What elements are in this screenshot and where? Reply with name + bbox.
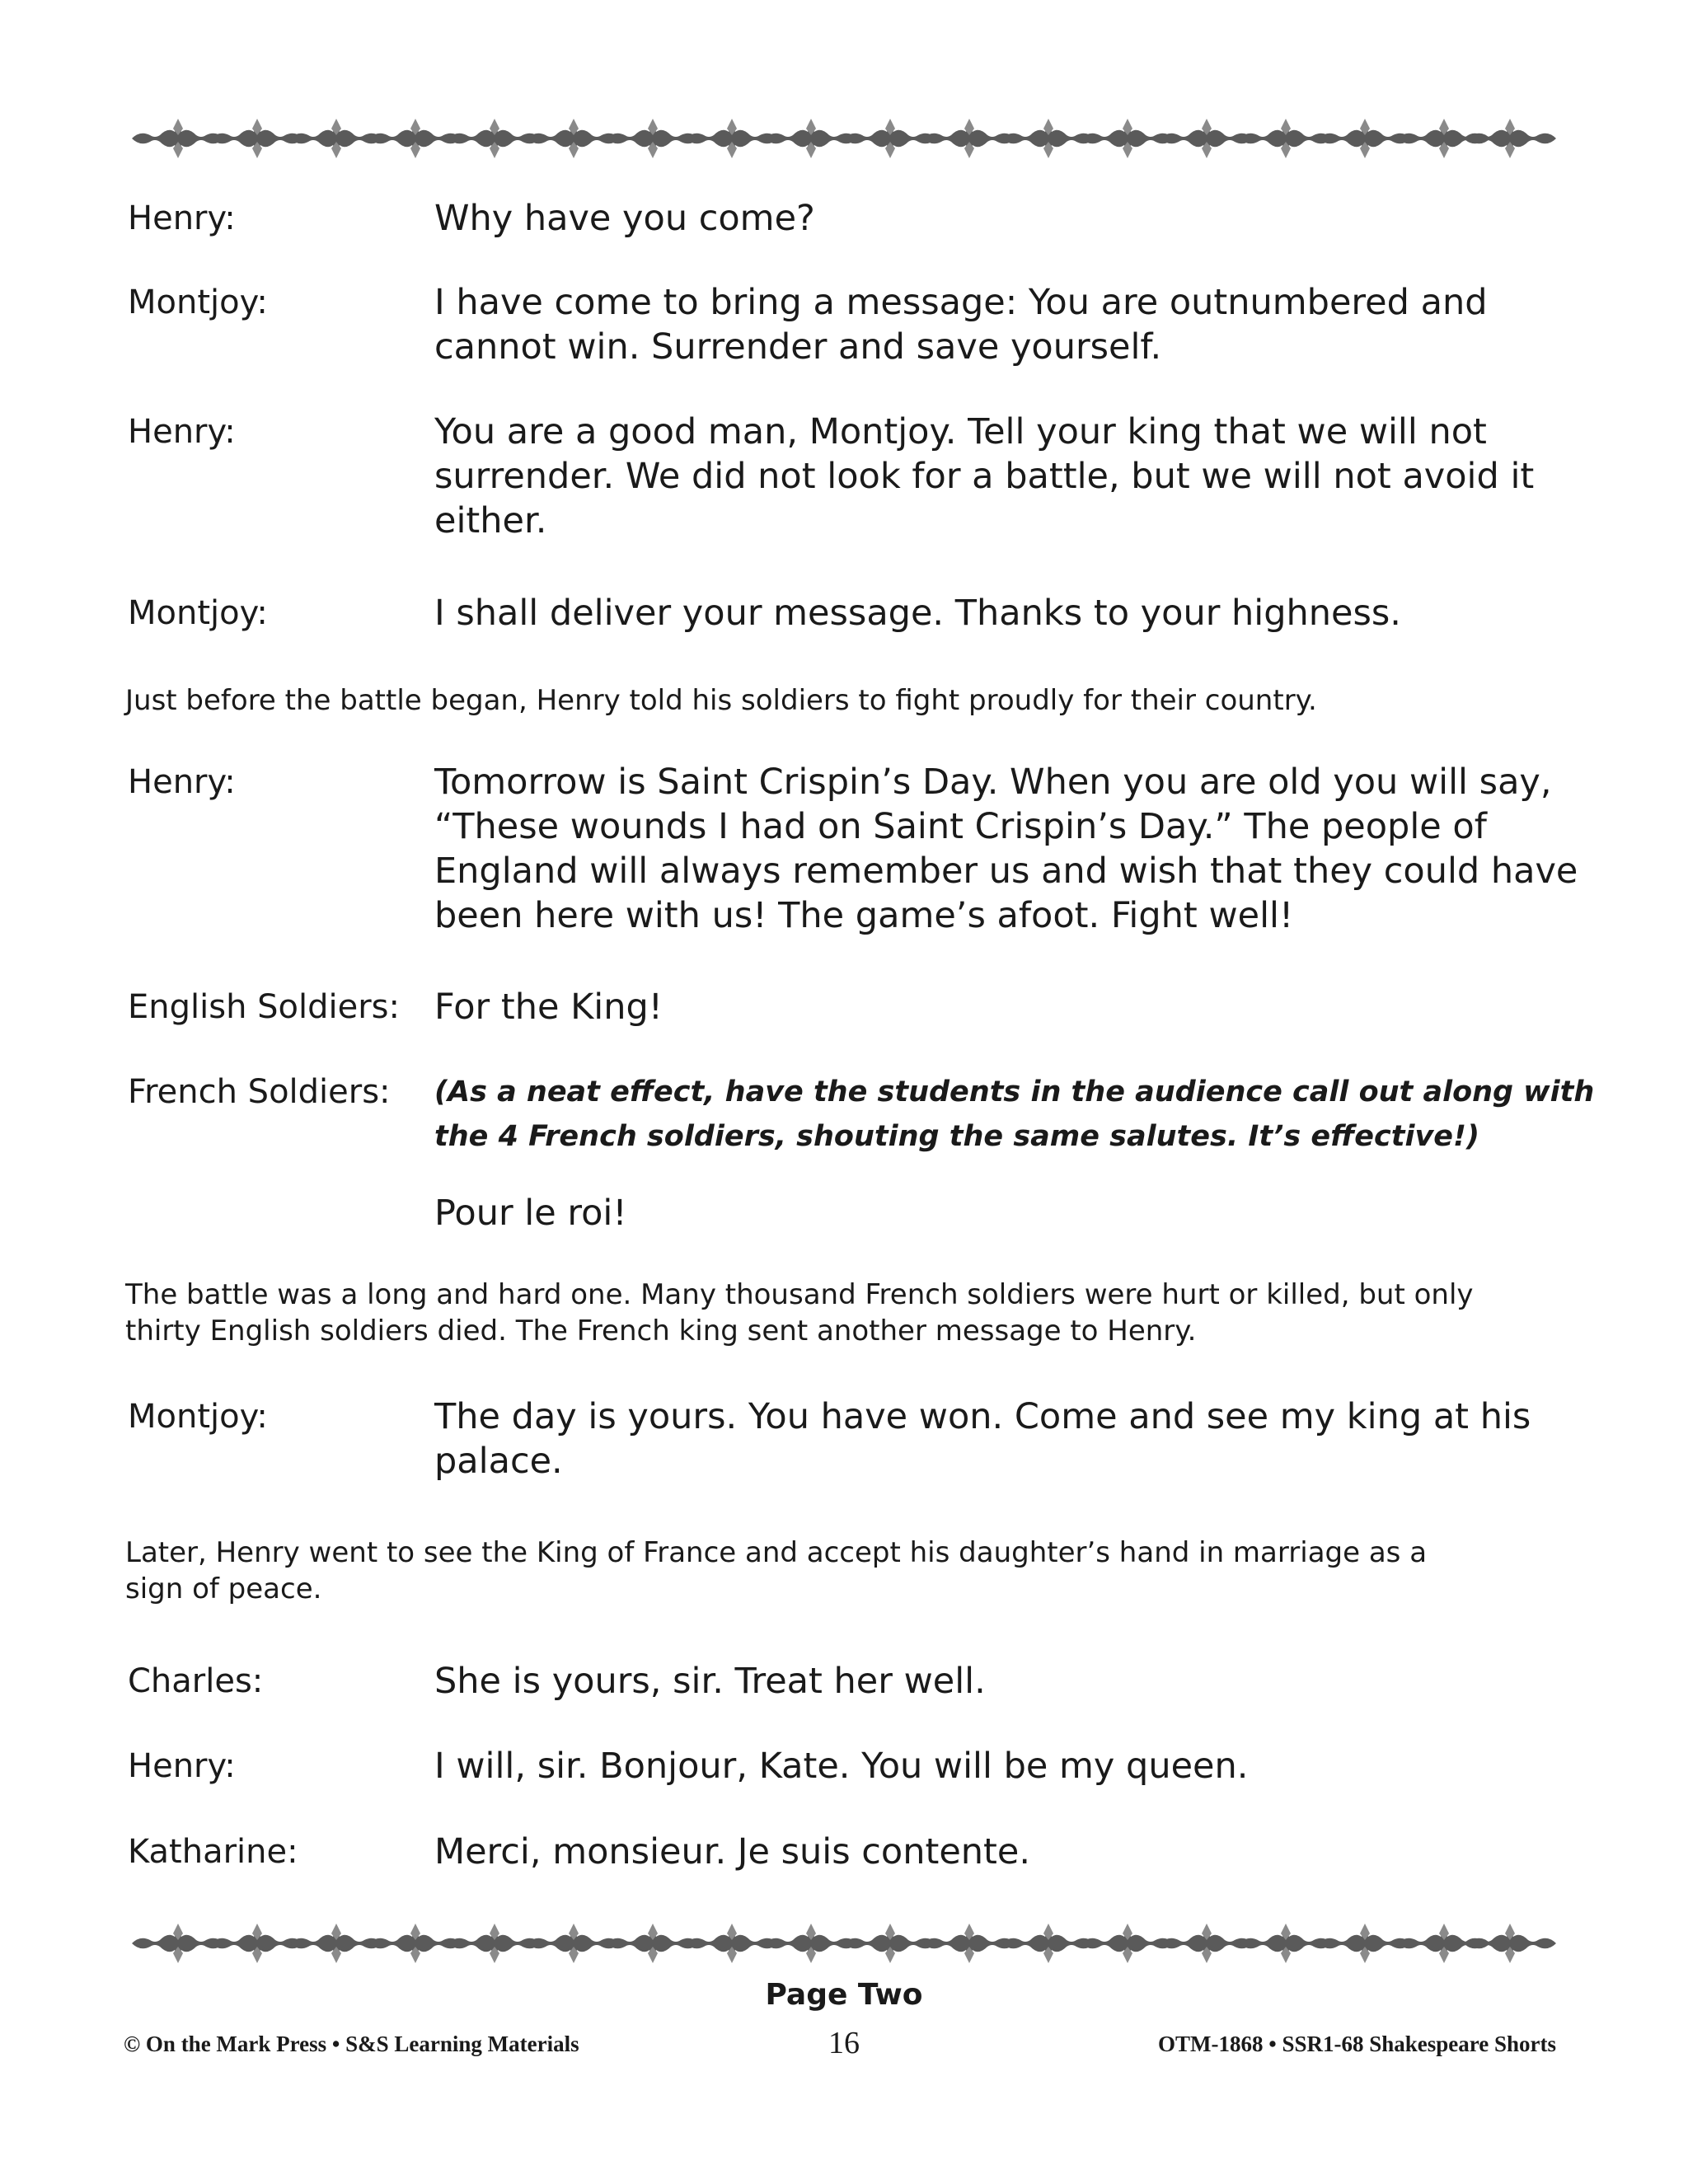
dialogue-line (434, 196, 1671, 241)
speaker-name: Henry: (128, 199, 236, 237)
dialogue-line (434, 1394, 1671, 1483)
speaker-name: Katharine: (128, 1833, 298, 1871)
narration (125, 1277, 1559, 1349)
dialogue-text: For the King! (434, 987, 663, 1028)
narration-text: The battle was a long and hard one. Many thousand French soldiers were hurt or killed, but only (125, 1278, 1474, 1311)
speaker-name: Henry: (128, 413, 236, 451)
dialogue-line (434, 591, 1671, 635)
dialogue-text: Pour le roi! (434, 1193, 627, 1234)
dialogue-line (434, 1191, 1671, 1235)
stage-direction-text: the 4 French soldiers, shouting the same salutes. It’s effective!) (434, 1120, 1479, 1153)
narration (125, 1535, 1559, 1607)
dialogue-text: “These wounds I had on Saint Crispin’s Day.” The people of (434, 806, 1487, 847)
speaker-name: Henry: (128, 763, 236, 801)
dialogue-line (434, 1744, 1671, 1788)
dialogue-line (434, 280, 1671, 369)
dialogue-text: She is yours, sir. Treat her well. (434, 1661, 986, 1702)
speaker-name: Montjoy: (128, 284, 268, 321)
dialogue-text: been here with us! The game’s afoot. Fight well! (434, 895, 1294, 936)
dialogue-text: cannot win. Surrender and save yourself. (434, 326, 1162, 368)
dialogue-line (434, 1830, 1671, 1874)
fleur-de-lis-border-icon (132, 115, 1556, 162)
dialogue-text: England will always remember us and wish that they could have (434, 851, 1578, 892)
speaker-name: English Soldiers: (128, 988, 400, 1026)
stage-direction-text: (As a neat effect, have the students in the audience call out along with (434, 1076, 1595, 1108)
dialogue-text: surrender. We did not look for a battle, but we will not avoid it (434, 456, 1535, 497)
decorative-border-bottom (132, 1920, 1556, 1966)
dialogue-line (434, 760, 1671, 938)
dialogue-text: I have come to bring a message: You are outnumbered and (434, 282, 1488, 323)
narration-text: Later, Henry went to see the King of France and accept his daughter’s hand in marriage as a (125, 1536, 1428, 1569)
footer-page-number: 16 (828, 2026, 860, 2060)
speaker-name: French Soldiers: (128, 1073, 391, 1111)
dialogue-line (434, 1659, 1671, 1704)
decorative-border-top (132, 115, 1556, 162)
dialogue-line (434, 410, 1671, 543)
footer-publisher: © On the Mark Press • S&S Learning Materials (124, 2032, 579, 2056)
dialogue-line (434, 985, 1671, 1029)
narration-text: Just before the battle began, Henry told his soldiers to fight proudly for their country. (125, 684, 1317, 717)
dialogue-text: I shall deliver your message. Thanks to your highness. (434, 593, 1401, 634)
narration-text: thirty English soldiers died. The French king sent another message to Henry. (125, 1315, 1197, 1347)
dialogue-text: The day is yours. You have won. Come and see my king at his (434, 1396, 1531, 1437)
page-label: Page Two (765, 1978, 923, 2012)
stage-direction (434, 1070, 1671, 1159)
speaker-name: Montjoy: (128, 594, 268, 632)
dialogue-text: Why have you come? (434, 198, 815, 239)
dialogue-text: Tomorrow is Saint Crispin’s Day. When you are old you will say, (434, 762, 1552, 803)
speaker-name: Henry: (128, 1747, 236, 1785)
dialogue-text: I will, sir. Bonjour, Kate. You will be my queen. (434, 1746, 1249, 1787)
speaker-name: Charles: (128, 1662, 264, 1700)
narration-text: sign of peace. (125, 1572, 322, 1605)
footer-series: OTM-1868 • SSR1-68 Shakespeare Shorts (1158, 2032, 1556, 2056)
narration (125, 682, 1559, 719)
dialogue-text: Merci, monsieur. Je suis contente. (434, 1831, 1031, 1872)
speaker-name: Montjoy: (128, 1398, 268, 1436)
dialogue-text: either. (434, 500, 547, 541)
dialogue-text: palace. (434, 1441, 563, 1482)
dialogue-text: You are a good man, Montjoy. Tell your king that we will not (434, 411, 1487, 452)
fleur-de-lis-border-icon (132, 1920, 1556, 1966)
